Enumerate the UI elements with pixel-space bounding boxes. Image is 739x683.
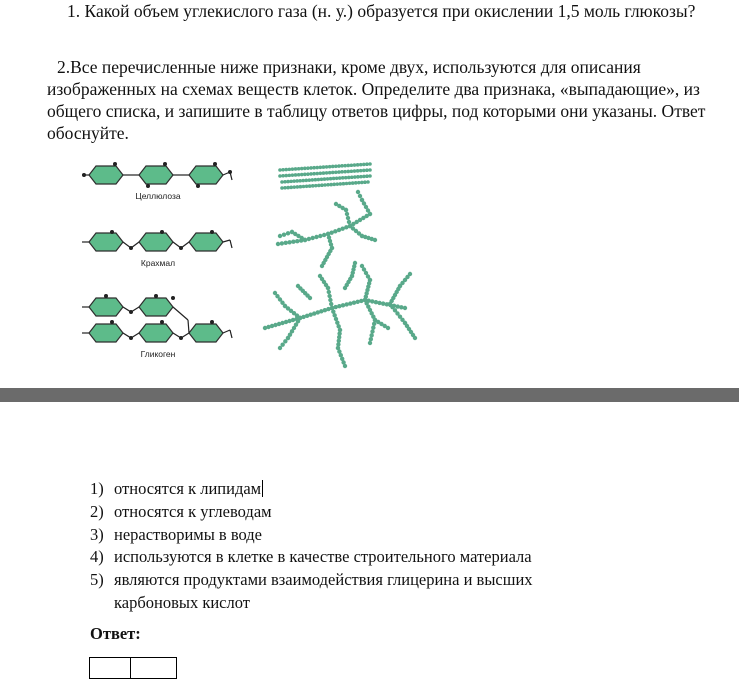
glucose-bead [334,202,338,206]
glucose-bead [369,333,373,337]
glucose-bead [359,299,363,303]
glucose-ring [189,166,223,184]
oxygen-atom [129,246,133,250]
glucose-bead [360,181,364,185]
polymer-strands [263,162,417,368]
glucose-bead [365,168,369,172]
glucose-bead [368,168,372,172]
option-item [90,569,614,615]
glucose-bead [352,300,356,304]
glucose-bead [280,241,284,245]
glucose-bead [346,170,350,174]
glucose-bead [356,169,360,173]
oxygen-atom [210,320,214,324]
glucose-ring [189,324,223,342]
oxygen-atom [196,184,200,188]
option-number: 1) [90,479,104,498]
glucose-bead [357,181,361,185]
glucose-bead [278,346,282,350]
option-text: относятся к углеводам [114,501,272,521]
glucose-bead [413,336,417,340]
glucose-bead [325,165,329,169]
glucose-bead [287,240,291,244]
glucose-bead [371,325,375,329]
glucose-bead [337,164,341,168]
glucose-bead [353,169,357,173]
answer-cell-2[interactable] [131,657,177,679]
glycosidic-bond [223,330,230,333]
glucose-bead [348,301,352,305]
glucose-bead [345,212,349,216]
glucose-bead [297,173,301,177]
glucose-bead [281,168,285,172]
glucose-bead [295,239,299,243]
glucose-bead [322,233,326,237]
polysaccharide-structures-figure [70,148,440,370]
glucose-bead [359,163,363,167]
glucose-bead [282,232,286,236]
glucose-bead [278,174,282,178]
glucose-bead [314,184,318,188]
caption-glycogen: Гликоген [140,349,176,359]
glucose-bead [296,284,300,288]
glucose-bead [370,329,374,333]
glucose-bead [403,306,407,310]
glycosidic-bond [230,330,232,338]
glucose-ring [139,166,173,184]
glucose-bead [315,166,319,170]
glucose-bead [350,163,354,167]
glucose-bead [408,272,412,276]
glucose-bead [311,184,315,188]
glucose-bead [356,163,360,167]
glucose-bead [386,326,390,330]
glucose-bead [307,237,311,241]
oxygen-atom [163,162,167,166]
glucose-bead [343,364,347,368]
option-item [90,478,614,501]
oxygen-atom [104,294,108,298]
glucose-bead [303,167,307,171]
oxygen-atom [160,230,164,234]
glucose-bead [363,180,367,184]
glucose-bead [358,194,362,198]
oxygen-atom [160,320,164,324]
glucose-bead [353,163,357,167]
glucose-bead [368,174,372,178]
glucose-bead [286,231,290,235]
glucose-bead [369,337,373,341]
glucose-bead [342,182,346,186]
glycosidic-bond [173,307,188,320]
glucose-bead [291,167,295,171]
glucose-bead [325,171,329,175]
option-number: 3) [90,524,104,544]
glucose-bead [329,302,333,306]
oxygen-atom [113,162,117,166]
oxygen-atom [171,296,175,300]
glucose-bead [299,185,303,189]
glucose-bead [292,185,296,189]
glucose-bead [360,198,364,202]
glucose-bead [300,167,304,171]
glucose-bead [290,230,294,234]
glycosidic-bond [188,320,189,333]
glucose-bead [337,304,341,308]
glucose-bead [355,300,359,304]
glucose-bead [366,180,370,184]
glucose-bead [309,172,313,176]
option-item [90,501,614,524]
glucose-bead [335,182,339,186]
glucose-bead [381,301,385,305]
glucose-bead [343,164,347,168]
option-item [90,524,614,547]
glucose-bead [353,261,357,265]
glucose-bead [314,235,318,239]
glycosidic-bond [223,240,230,242]
option-number: 5) [90,570,104,590]
glucose-bead [284,168,288,172]
glucose-bead [327,294,331,298]
glucose-bead [315,172,319,176]
glucose-bead [340,170,344,174]
glucose-bead [328,171,332,175]
glucose-bead [276,242,280,246]
glucose-bead [372,322,376,326]
caption-starch: Крахмал [140,258,176,268]
glucose-bead [310,236,314,240]
option-text: относятся к липидам [114,478,614,501]
glucose-bead [329,183,333,187]
glucose-ring [89,166,123,184]
glucose-bead [291,240,295,244]
glucose-bead [300,173,304,177]
glucose-bead [283,186,287,190]
glucose-ring [139,324,173,342]
glucose-bead [280,186,284,190]
glucose-ring [89,298,123,316]
glucose-bead [334,170,338,174]
glucose-bead [326,183,330,187]
glucose-bead [284,241,288,245]
glucose-bead [318,234,322,238]
option-item [90,546,614,569]
glucose-bead [302,185,306,189]
glucose-bead [322,165,326,169]
glycosidic-bond [230,240,232,248]
glucose-bead [320,183,324,187]
glucose-bead [334,164,338,168]
answer-table [89,657,177,679]
molecular-chains [82,162,232,342]
answer-label: Ответ: [90,624,141,643]
glucose-bead [396,304,400,308]
oxygen-atom [110,230,114,234]
glucose-bead [306,166,310,170]
glucose-bead [345,182,349,186]
glucose-bead [339,182,343,186]
section-divider [0,388,739,402]
glucose-bead [312,166,316,170]
glucose-bead [286,186,290,190]
glucose-bead [327,290,331,294]
glucose-bead [309,166,313,170]
glucose-bead [374,300,378,304]
glucose-bead [362,169,366,173]
option-text: используются в клетке в качестве строительного материала [114,547,532,567]
glucose-bead [291,173,295,177]
answer-cell-1[interactable] [89,657,131,679]
oxygen-atom [228,170,232,174]
glucose-bead [288,168,292,172]
glucose-bead [368,162,372,166]
glucose-bead [351,181,355,185]
question-1: 1. Какой объем углекислого газа (н. у.) образуется при окислении 1,5 моль глюкозы? [67,1,696,21]
glucose-bead [331,171,335,175]
glucose-bead [312,172,316,176]
answer-options-list [90,478,614,615]
glucose-bead [323,183,327,187]
glucose-bead [328,165,332,169]
glucose-bead [362,163,366,167]
glucose-bead [354,181,358,185]
option-number: 2) [90,501,104,521]
glucose-bead [284,174,288,178]
glucose-bead [303,173,307,177]
caption-cellulose: Целлюлоза [135,191,181,201]
glucose-bead [306,172,310,176]
glucose-bead [332,183,336,187]
glucose-bead [322,171,326,175]
glucose-bead [289,186,293,190]
glucose-bead [296,185,300,189]
glucose-bead [281,174,285,178]
glucose-ring [189,233,223,251]
glucose-bead [320,264,324,268]
glucose-bead [368,341,372,345]
glucose-bead [333,305,337,309]
glucose-bead [273,291,277,295]
glucose-bead [331,165,335,169]
glucose-bead [337,170,341,174]
glucose-bead [340,164,344,168]
oxygen-atom [146,184,150,188]
oxygen-atom [129,310,133,314]
glucose-bead [308,184,312,188]
oxygen-atom [154,294,158,298]
oxygen-atom [179,336,183,340]
glucose-bead [343,170,347,174]
glucose-bead [294,167,298,171]
oxygen-atom [82,173,86,177]
glucose-bead [317,184,321,188]
glucose-ring [139,298,173,316]
oxygen-atom [213,162,217,166]
glucose-bead [319,166,323,170]
glucose-bead [318,274,322,278]
oxygen-atom [110,320,114,324]
glucose-bead [319,172,323,176]
glucose-bead [370,299,374,303]
glucose-bead [341,303,345,307]
glucose-ring [89,324,123,342]
glucose-ring [89,233,123,251]
glucose-bead [377,301,381,305]
glucose-bead [288,174,292,178]
glucose-bead [360,264,364,268]
glucose-bead [365,162,369,166]
glucose-bead [348,181,352,185]
glucose-bead [328,298,332,302]
glucose-ring [139,233,173,251]
glucose-bead [344,302,348,306]
glucose-bead [356,190,360,194]
question-2: 2.Все перечисленные ниже признаки, кроме двух, используются для описания изображенных на схемах веществ клеток. Определите два признака, «выпадающие», из общего списка, и запишите в таблицу ответов цифры, под которыми они указаны. Ответ обоснуйте. [47,57,706,143]
glucose-bead [350,169,354,173]
glucose-bead [278,168,282,172]
glucose-bead [278,234,282,238]
option-text: нерастворимы в воде [114,524,263,544]
glucose-bead [373,238,377,242]
oxygen-atom [210,230,214,234]
glucose-bead [305,184,309,188]
glucose-bead [346,216,350,220]
oxygen-atom [129,336,133,340]
option-text: являются продуктами взаимодействия глицерина и высших карбоновых кислот [114,570,533,612]
glucose-bead [399,305,403,309]
oxygen-atom [179,246,183,250]
glucose-bead [359,169,363,173]
glucose-bead [294,173,298,177]
glucose-bead [346,164,350,168]
option-number: 4) [90,547,104,567]
glucose-bead [347,220,351,224]
glucose-bead [297,167,301,171]
